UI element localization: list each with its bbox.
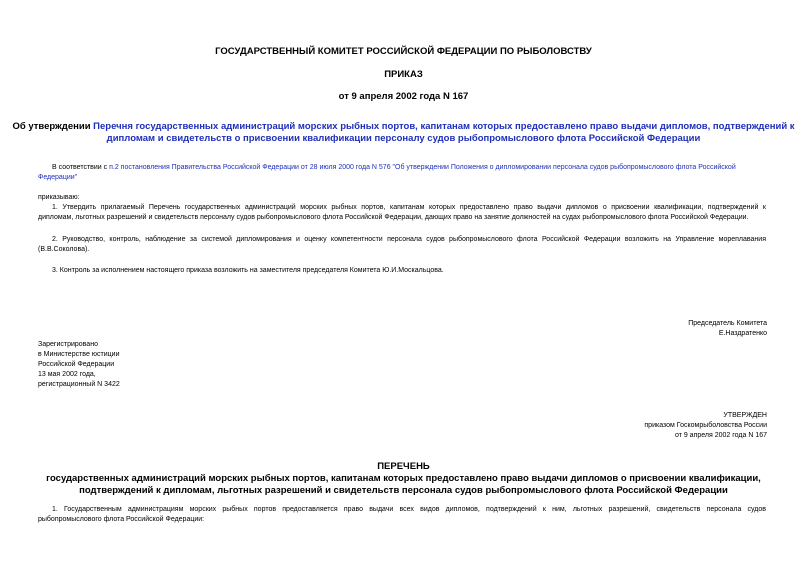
subject-link[interactable]: Перечня государственных администраций морских рыбных портов, капитанам которых предоставлено право выдачи дипломов, подтверждений к [93,121,795,132]
list-item-1-line-2: рыбопромыслового флота Российской Федерации: [38,516,205,523]
registration-line-2: в Министерстве юстиции [38,351,120,358]
point-1-line-1: 1. Утвердить прилагаемый Перечень государственных администраций морских рыбных портов, капитанам которых предоставлено право выдачи дипломов о присвоении квалификации, подтверждений к [52,204,766,211]
preamble-link-continued[interactable]: Федерации" [38,174,78,181]
order-word: приказываю: [38,194,80,201]
subject-line-2 [0,133,807,144]
preamble-line-2 [38,173,77,184]
approved-date: от 9 апреля 2002 года N 167 [674,432,767,439]
registration-line-5: регистрационный N 3422 [38,381,120,388]
registration-line-3: Российской Федерации [38,361,115,368]
list-subtitle-1: государственных администраций морских рыбных портов, капитанам которых предоставлено право выдачи дипломов о присвоении квалификации, [46,473,761,484]
registration-line-4: 13 мая 2002 года, [38,371,96,378]
list-title: ПЕРЕЧЕНЬ [377,461,430,472]
preamble-link[interactable]: п.2 постановления Правительства Российской Федерации от 28 июля 2000 года N 576 "Об утверждении Положения о дипломировании персонала судов рыбопромыслового флота Российской [109,164,736,171]
approved-title: УТВЕРЖДЕН [723,412,767,419]
preamble-line-1 [52,163,772,174]
point-1-line-2: дипломам, льготных разрешений и свидетельств персоналу судов рыбопромыслового флота Российской Федерации, дающих право на занятие должностей на судах рыбопромыслового флота Российской Федерации. [38,214,749,221]
approved-by-order: приказом Госкомрыболовства России [644,422,767,429]
subject-prefix: Об утверждении [12,121,94,132]
point-2-line-2: (В.В.Соколова). [38,246,90,253]
registration-line-1: Зарегистрировано [38,341,98,348]
signature-name: Е.Наздратенко [718,330,767,337]
document-date-number: от 9 апреля 2002 года N 167 [338,91,469,102]
preamble-text: В соответствии с [52,164,110,171]
subject-line-1 [0,121,807,132]
signature-position: Председатель Комитета [688,320,767,327]
point-2-line-1: 2. Руководство, контроль, наблюдение за системой дипломирования и оценку компетентности персонала судов рыбопромыслового флота Российской Федерации возложить на Управление мореплавания [52,236,766,243]
point-3: 3. Контроль за исполнением настоящего приказа возложить на заместителя председателя Комитета Ю.И.Москальцова. [52,267,444,274]
subject-link-continued[interactable]: дипломам и свидетельств о присвоении квалификации персоналу судов рыбопромыслового флота Российской Федерации [106,133,701,144]
list-item-1-line-1: 1. Государственным администрациям морских рыбных портов предоставляется право выдачи всех видов дипломов, подтверждений к ним, льготных разрешений, свидетельств персонала судов [52,506,766,513]
list-subtitle-2: подтверждений к дипломам, льготных разрешений и свидетельств персонала судов рыбопромыслового флота Российской Федерации [79,485,728,496]
committee-title: ГОСУДАРСТВЕННЫЙ КОМИТЕТ РОССИЙСКОЙ ФЕДЕРАЦИИ ПО РЫБОЛОВСТВУ [215,46,592,57]
document-type: ПРИКАЗ [384,69,423,80]
